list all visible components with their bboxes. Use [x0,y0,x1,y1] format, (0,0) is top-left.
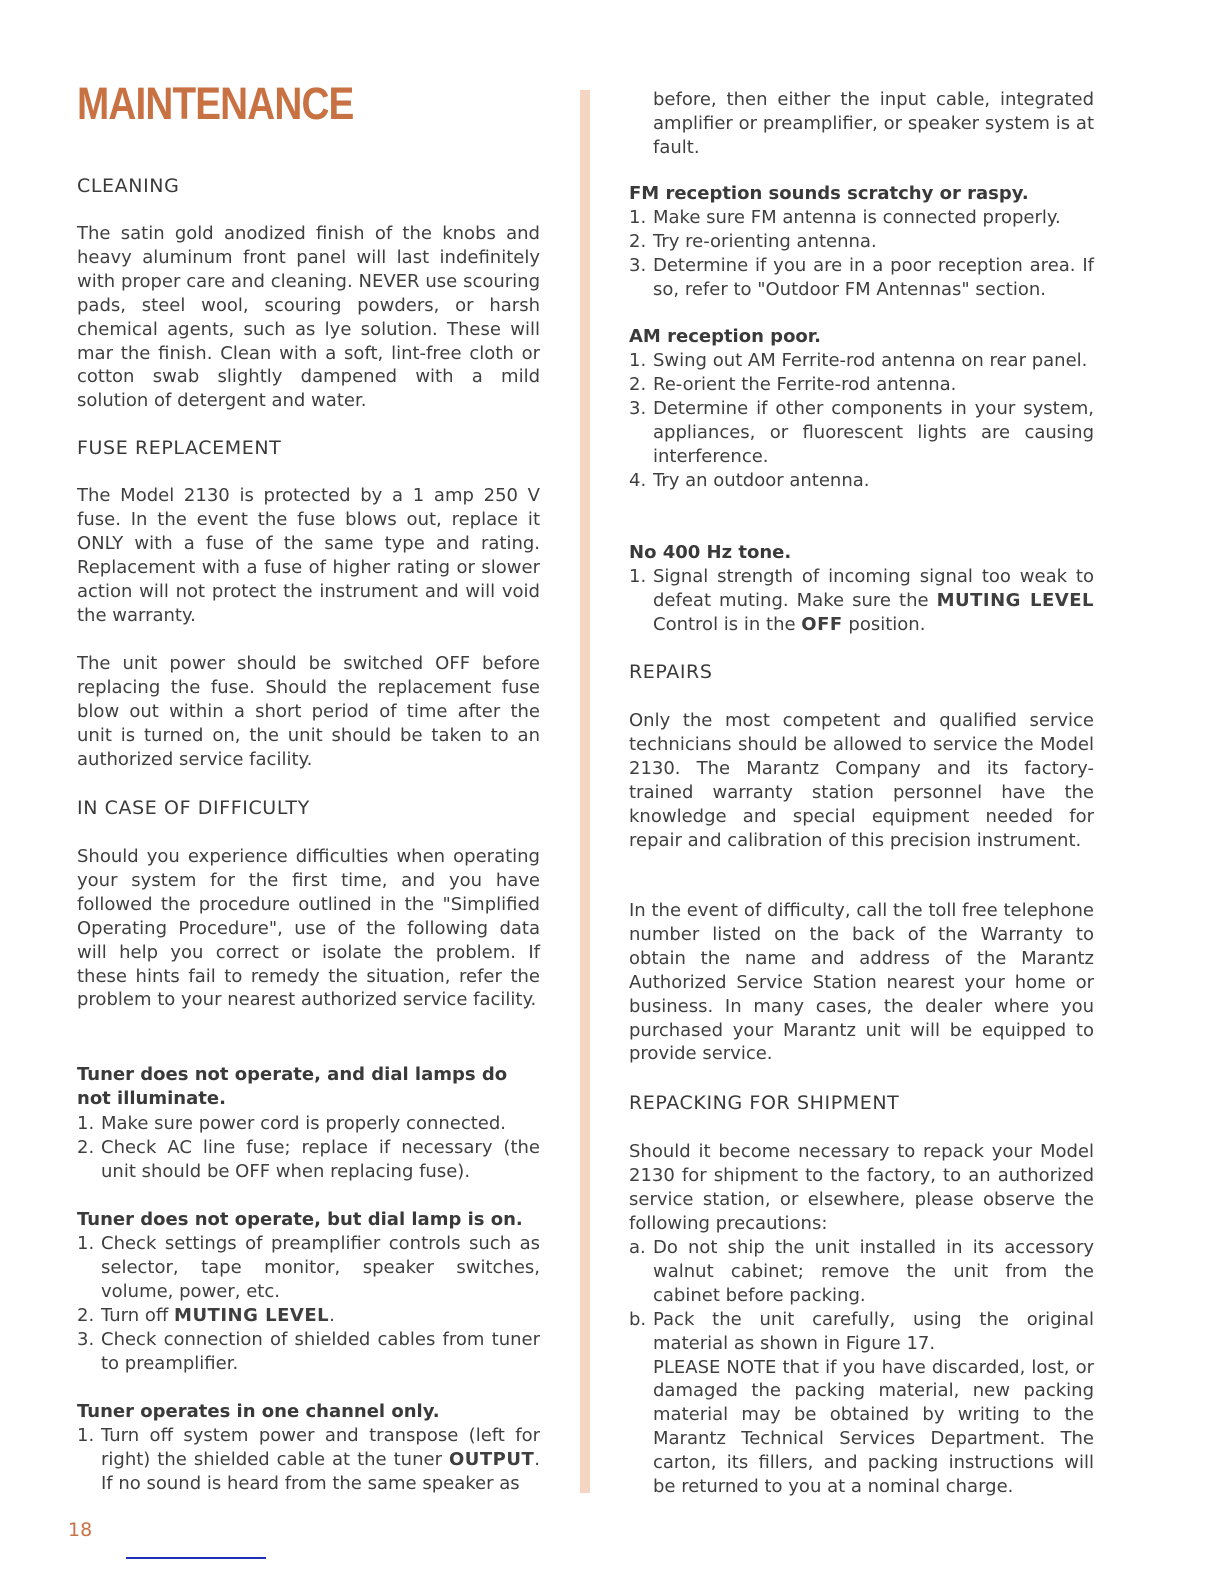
one-channel-continued: before, then either the input cable, integrated amplifier or preamplifier, or speaker system is at fault. [653,89,1094,158]
list-item-text: Turn off system power and transpose (left for right) the shielded cable at the tuner [101,1425,540,1470]
list-item [629,349,1094,373]
list-item-text: Determine if you are in a poor reception area. If so, refer to "Outdoor FM Antennas" section. [653,254,1094,300]
list-item-text: Pack the unit carefully, using the original material as shown in Figure 17. [653,1308,1094,1354]
list-item-text: . If no sound is heard from the same speaker as [101,1448,540,1494]
list-item-text: Make sure FM antenna is connected properly. [653,207,1061,228]
list-item [629,565,1094,637]
page-title: MAINTENANCE [77,78,354,129]
page-number: 18 [68,1519,93,1541]
trouble-list-no-operate [77,1112,540,1184]
list-item-text: Try re-orienting antenna. [653,230,877,252]
list-item [77,1232,540,1304]
list-item-text: Make sure power cord is properly connected. [101,1113,507,1134]
list-item [629,1308,1094,1499]
repacking-heading: REPACKING FOR SHIPMENT [629,1092,900,1114]
list-marker: 3. [77,1328,95,1350]
list-item [629,373,1094,397]
list-marker: 1. [77,1425,95,1446]
trouble-title-fm: FM reception sounds scratchy or raspy. [629,183,1029,204]
list-item [77,1424,540,1496]
list-item-text: Determine if other components in your system, appliances, or fluorescent lights are causing interference. [653,397,1094,467]
emphasis: OFF [801,613,843,635]
repacking-list [629,1236,1094,1499]
list-marker: 2. [629,373,647,395]
cleaning-heading: CLEANING [77,175,180,197]
difficulty-heading: IN CASE OF DIFFICULTY [77,797,310,819]
list-item-text: Check settings of preamplifier controls such as selector, tape monitor, speaker switches, volume, power, etc. [101,1233,540,1302]
list-marker: 1. [77,1233,95,1254]
trouble-title-400hz: No 400 Hz tone. [629,542,792,563]
list-item-text: Signal strength of incoming signal too weak to defeat muting. Make sure the [653,566,1094,611]
fuse-text-1: The Model 2130 is protected by a 1 amp 250 V fuse. In the event the fuse blows out, replace it ONLY with a fuse of the same type and rating. Replacement with a fuse of higher rating or slower action will not protect the instrument and will void the warranty. [77,485,540,626]
list-item-text: Swing out AM Ferrite-rod antenna on rear panel. [653,350,1088,371]
emphasis: OUTPUT [448,1448,535,1470]
list-item [629,397,1094,469]
list-marker: 4. [629,469,647,491]
list-marker: 1. [77,1113,95,1134]
list-item-text: Check AC line fuse; replace if necessary (the unit should be OFF when replacing fuse). [101,1136,540,1182]
packing-note: PLEASE NOTE that if you have discarded, lost, or damaged the packing material, new packing material may be obtained by writing to the Marantz Technical Services Department. The carton, its fillers, and packing instructions will be returned to you at a nominal charge. [653,1356,1094,1498]
list-marker: 2. [77,1136,95,1158]
list-item-text: Try an outdoor antenna. [653,469,870,491]
repairs-heading: REPAIRS [629,661,713,683]
list-marker: 2. [629,230,647,252]
trouble-list-one-channel [77,1424,540,1496]
list-item-text: position. [842,613,926,635]
list-marker: 3. [629,254,647,276]
trouble-title-one-channel: Tuner operates in one channel only. [77,1401,440,1422]
difficulty-intro: Should you experience difficulties when operating your system for the first time, and you have followed the procedure outlined in the "Simplified Operating Procedure", use of the following data will help you correct or isolate the problem. If these hints fail to remedy the situation, refer the problem to your nearest authorized service facility. [77,846,540,1011]
emphasis: MUTING LEVEL [174,1304,330,1326]
cleaning-text: The satin gold anodized finish of the knobs and heavy aluminum front panel will last indefinitely with proper care and cleaning. NEVER use scouring pads, steel wool, scouring powders, or harsh chemical agents, such as lye solution. These will mar the finish. Clean with a soft, lint-free cloth or cotton swab slightly dampened with a mild solution of detergent and water. [77,223,540,412]
trouble-title-am: AM reception poor. [629,326,821,347]
trouble-list-am [629,349,1094,492]
list-item [629,1236,1094,1308]
list-item [629,206,1094,230]
list-item [77,1304,540,1328]
trouble-title-lamp-on: Tuner does not operate, but dial lamp is on. [77,1209,523,1230]
list-item [77,1136,540,1184]
trouble-list-400hz [629,565,1094,637]
footer-rule [126,1557,266,1559]
repairs-text-2: In the event of difficulty, call the toll free telephone number listed on the back of the Warranty to obtain the name and address of the Marantz Authorized Service Station nearest your home or business. In many cases, the dealer where you purchased your Marantz unit will be equipped to provide service. [629,900,1094,1065]
list-marker: b. [629,1308,647,1330]
list-item [77,1328,540,1376]
list-item [77,1112,540,1136]
list-marker: 1. [629,350,647,371]
fuse-text-2: The unit power should be switched OFF before replacing the fuse. Should the replacement fuse blow out within a short period of time after the unit is turned on, the unit should be taken to an authorized service facility. [77,653,540,770]
list-marker: 1. [629,566,647,587]
list-item [629,254,1094,302]
list-item-text: Turn off [101,1304,175,1326]
repacking-intro: Should it become necessary to repack your Model 2130 for shipment to the factory, to an authorized service station, or elsewhere, please observe the following precautions: [629,1141,1094,1234]
column-divider [580,90,590,1493]
repairs-text-1: Only the most competent and qualified service technicians should be allowed to service the Model 2130. The Marantz Company and its factory-trained warranty station personnel have the knowledge and special equipment needed for repair and calibration of this precision instrument. [629,710,1094,851]
list-marker: 1. [629,207,647,228]
list-marker: a. [629,1237,646,1258]
trouble-list-fm [629,206,1094,302]
list-item-text: . [329,1304,335,1326]
trouble-list-lamp-on [77,1232,540,1375]
list-item-text: Control is in the [653,613,802,635]
fuse-heading: FUSE REPLACEMENT [77,437,282,459]
list-marker: 2. [77,1304,95,1326]
list-item-text: Do not ship the unit installed in its accessory walnut cabinet; remove the unit from the cabinet before packing. [653,1237,1094,1306]
list-item [629,469,1094,493]
emphasis: MUTING LEVEL [936,589,1094,611]
list-marker: 3. [629,397,647,419]
trouble-title-no-operate: Tuner does not operate, and dial lamps do not illuminate. [77,1064,508,1109]
list-item-text: Re-orient the Ferrite-rod antenna. [653,373,957,395]
list-item [629,230,1094,254]
list-item-text: Check connection of shielded cables from tuner to preamplifier. [101,1328,540,1374]
